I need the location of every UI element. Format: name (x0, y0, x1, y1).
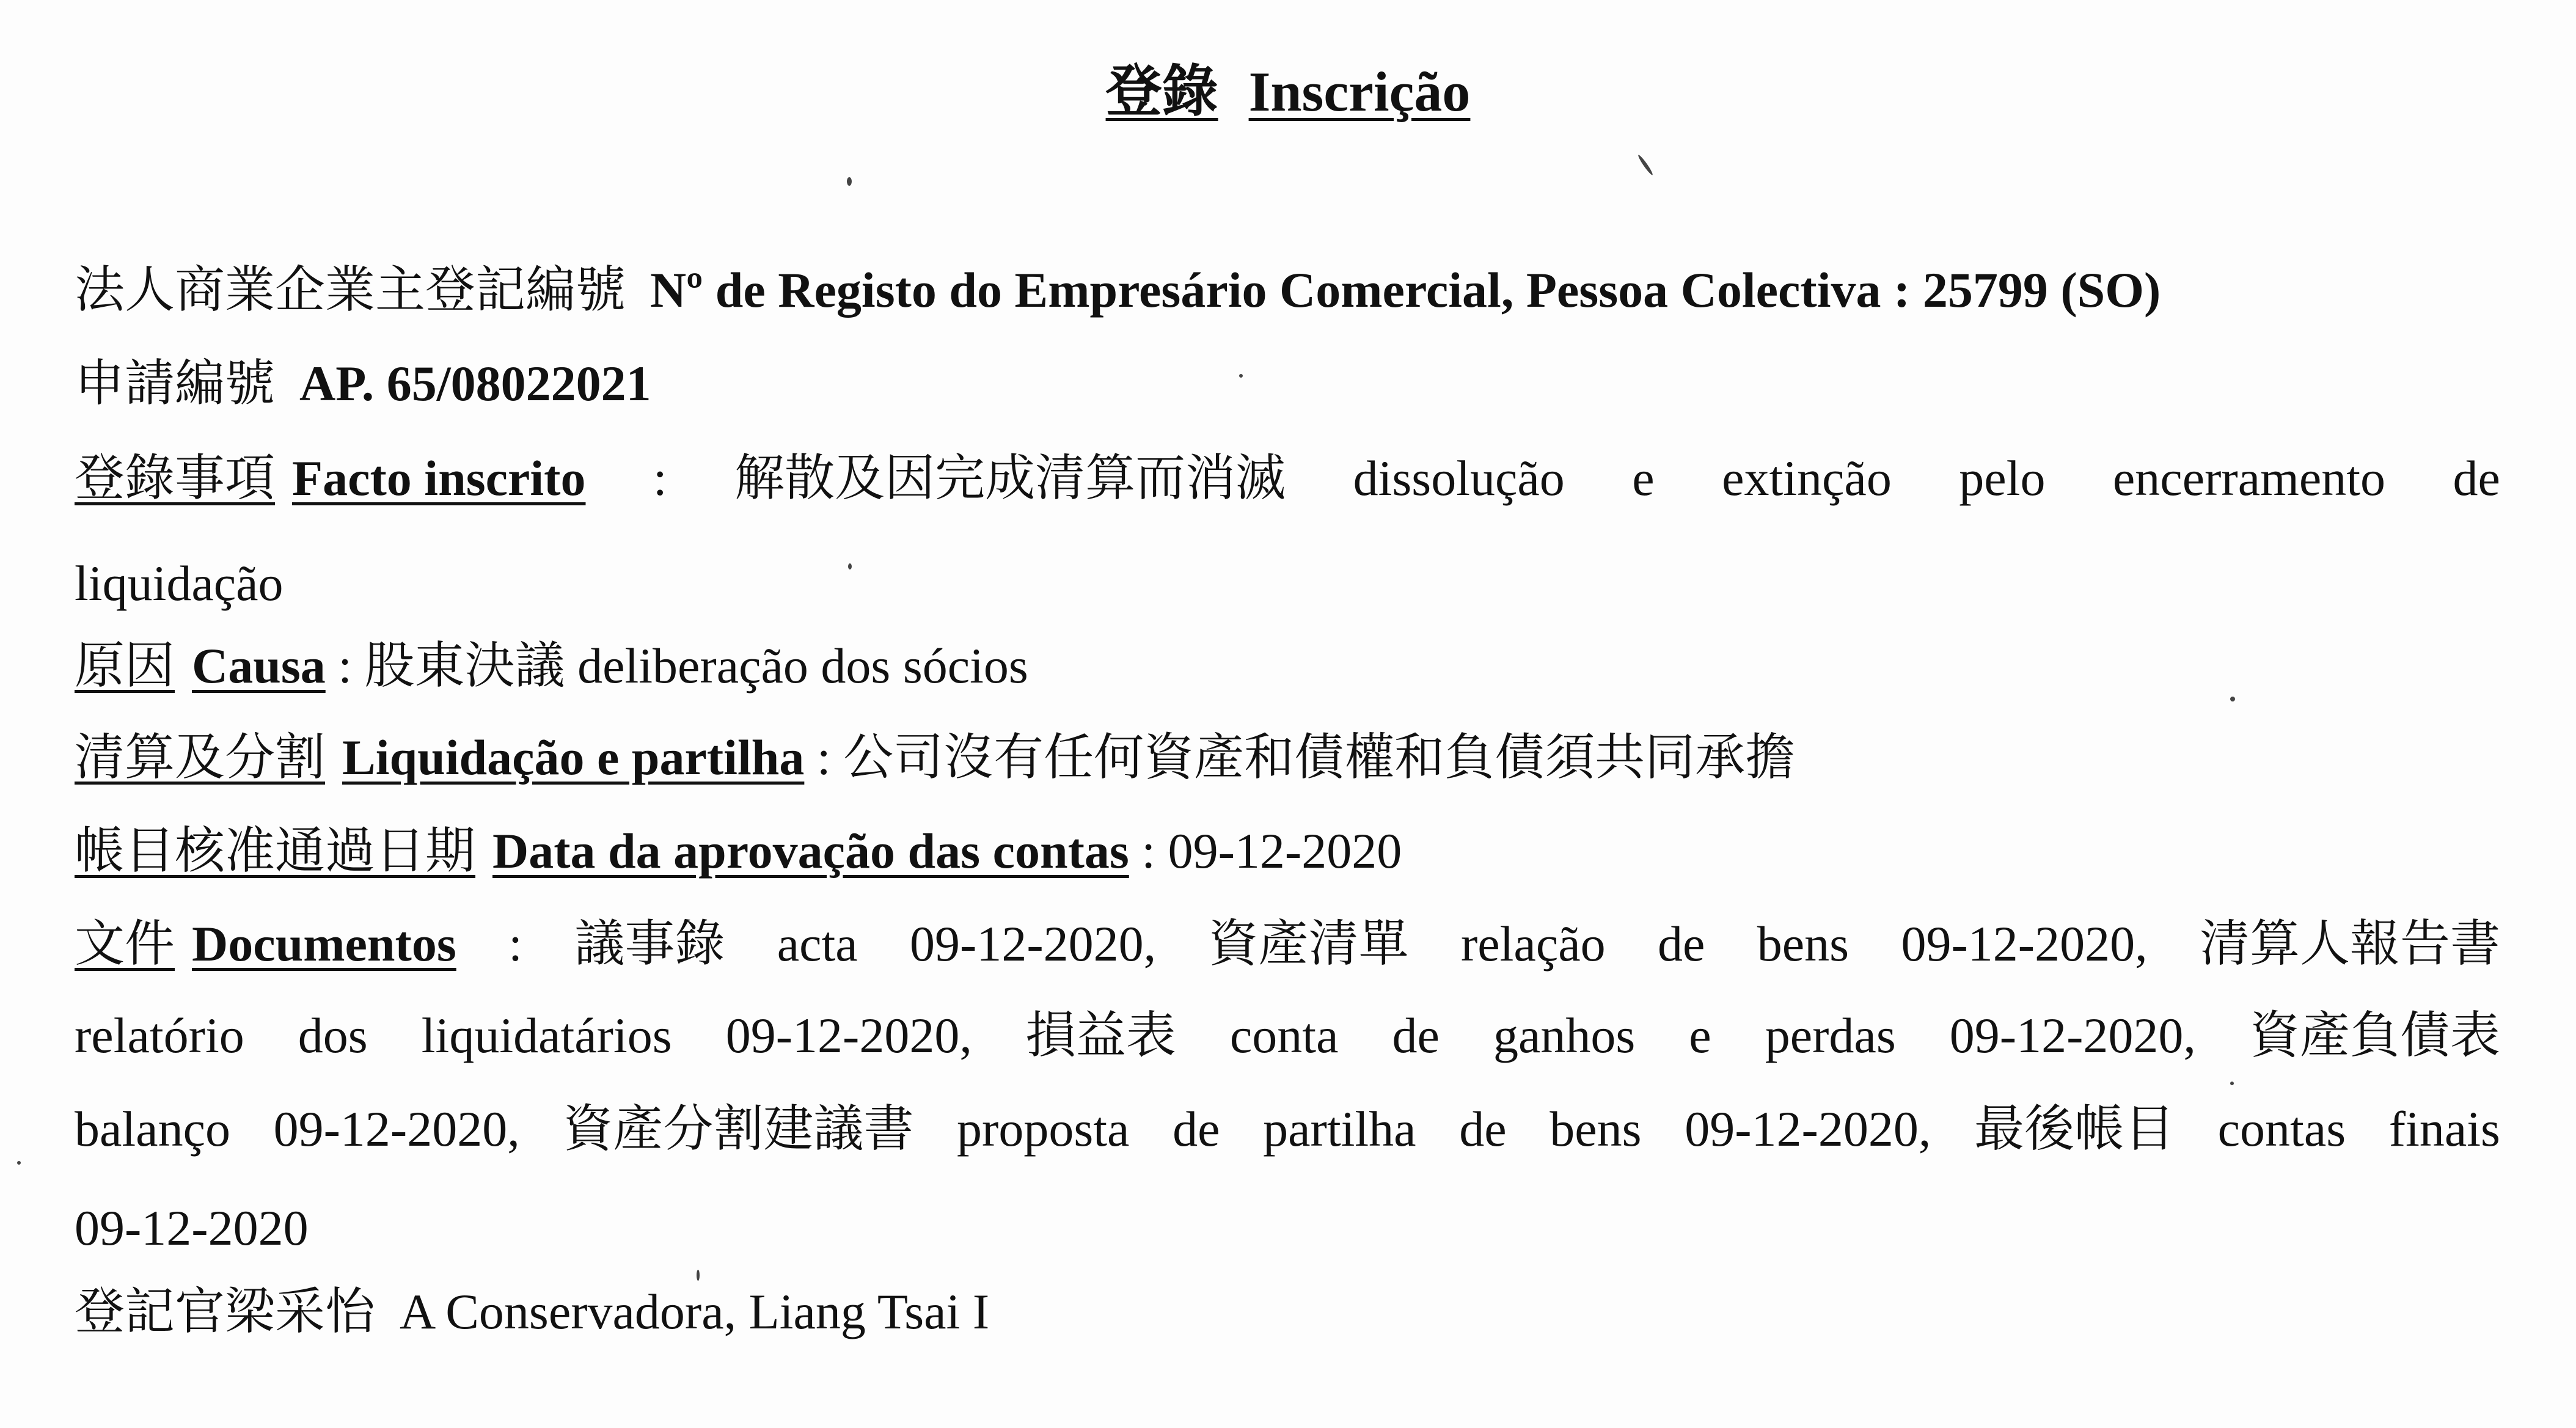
fact-value-zh: 解散及因完成清算而消滅 (734, 450, 1286, 506)
documents-line-4 (75, 1201, 309, 1256)
documents-word: dos (298, 1008, 368, 1063)
fact-label (75, 451, 585, 506)
registration-label-pt: Nº de Registo do Empresário Comercial, Pessoa Colectiva : (650, 262, 1911, 318)
documents-word: 資產分割建議書 (563, 1101, 914, 1157)
fact-line (75, 451, 2500, 506)
documents-word: 資產負債表 (2249, 1008, 2500, 1063)
documents-word: de (1459, 1101, 1507, 1157)
documents-word: contas (2217, 1101, 2346, 1157)
fact-label-pt: Facto inscrito (292, 450, 586, 506)
documents-word: proposta (957, 1101, 1130, 1157)
documents-word: bens (1757, 916, 1850, 972)
application-value: AP. 65/08022021 (299, 356, 651, 411)
fact-label-zh: 登錄事項 (75, 450, 276, 506)
fact-word: pelo (1959, 450, 2046, 506)
scan-speck (17, 1161, 21, 1165)
documents-word: partilha (1263, 1101, 1416, 1157)
documents-word: perdas (1765, 1008, 1896, 1063)
application-label-zh: 申請編號 (75, 356, 276, 411)
fact-word: dissolução (1353, 450, 1565, 506)
liquidation-value-zh: 公司沒有任何資產和債權和負債須共同承擔 (843, 730, 1796, 785)
scan-speck (2230, 1082, 2234, 1085)
documents-word: 最後帳目 (1974, 1101, 2175, 1157)
fact-continuation (75, 556, 284, 611)
documents-word: 09-12-2020, (273, 1101, 520, 1157)
documents-word: 資產清單 (1208, 916, 1409, 972)
accounts-approval-line: 帳目核准通過日期 Data da aprovação das contas : 09-12-2020 (75, 823, 1402, 879)
documents-word: balanço (75, 1101, 230, 1157)
documents-word: 09-12-2020, (725, 1008, 972, 1063)
scan-speck (847, 177, 852, 186)
liquidation-label-zh: 清算及分割 (75, 730, 326, 785)
cause-label-zh: 原因 (75, 638, 175, 694)
documents-word: 清算人報告書 (2199, 916, 2500, 972)
documents-word: e (1689, 1008, 1711, 1063)
documents-label (75, 917, 456, 972)
accounts-approval-value: 09-12-2020 (1168, 823, 1402, 879)
documents-word: bens (1550, 1101, 1642, 1157)
fact-word: de (2453, 450, 2500, 506)
documents-word: liquidatários (421, 1008, 672, 1063)
documents-word: relação (1460, 916, 1606, 972)
documents-label-pt: Documentos (192, 916, 456, 972)
scan-speck (697, 1270, 700, 1281)
documents-line-2 (75, 1008, 2500, 1063)
liquidation-line: 清算及分割 Liquidação e partilha : 公司沒有任何資產和債權和負債須共同承擔 (75, 730, 1796, 785)
documents-word: conta (1229, 1008, 1339, 1063)
application-line (75, 356, 651, 411)
documents-word: 09-12-2020 (75, 1200, 309, 1256)
accounts-label-zh: 帳目核准通過日期 (75, 823, 476, 879)
documents-word: de (1173, 1101, 1220, 1157)
scan-speck (1239, 374, 1243, 378)
fact-colon: : (653, 450, 667, 506)
documents-label-zh: 文件 (75, 916, 175, 972)
documents-word: 損益表 (1025, 1008, 1176, 1063)
documents-word: ganhos (1493, 1008, 1636, 1063)
documents-word: 09-12-2020, (910, 916, 1157, 972)
fact-word: encerramento (2112, 450, 2386, 506)
fact-value-pt-cont: liquidação (75, 555, 284, 611)
signature-zh: 登記官梁采怡 (75, 1284, 376, 1339)
accounts-label-pt: Data da aprovação das contas (492, 823, 1129, 879)
fact-word: e (1632, 450, 1655, 506)
registration-line (75, 263, 2161, 318)
documents-word: de (1392, 1008, 1440, 1063)
documents-line-3 (75, 1102, 2500, 1157)
documents-word: de (1657, 916, 1705, 972)
signature-pt: A Conservadora, Liang Tsai I (400, 1284, 990, 1339)
title-zh: 登錄 (1105, 60, 1218, 123)
cause-value-pt: deliberação dos sócios (577, 638, 1028, 694)
cause-line: 原因 Causa : 股東決議 deliberação dos sócios (75, 638, 1028, 694)
liquidation-label-pt: Liquidação e partilha (342, 730, 805, 785)
cause-value-zh: 股東決議 (364, 638, 565, 694)
documents-word: relatório (75, 1008, 244, 1063)
fact-word: extinção (1722, 450, 1892, 506)
documents-word: 09-12-2020, (1949, 1008, 2196, 1063)
documents-word: acta (777, 916, 858, 972)
document-title (0, 61, 2576, 123)
registration-value: 25799 (SO) (1922, 262, 2161, 318)
cause-label-pt: Causa (192, 638, 326, 694)
documents-word: 議事錄 (574, 916, 725, 972)
documents-word: : (508, 916, 522, 972)
scan-speck (848, 563, 852, 569)
documents-word: 09-12-2020, (1901, 916, 2148, 972)
scan-speck (2230, 697, 2235, 701)
documents-line-1 (75, 917, 2500, 972)
registration-label-zh: 法人商業企業主登記編號 (75, 262, 626, 318)
documents-word: 09-12-2020, (1685, 1101, 1931, 1157)
signature-line (75, 1284, 989, 1339)
documents-word: finais (2388, 1101, 2500, 1157)
title-pt: Inscrição (1248, 60, 1471, 123)
scan-speck (1637, 154, 1654, 176)
